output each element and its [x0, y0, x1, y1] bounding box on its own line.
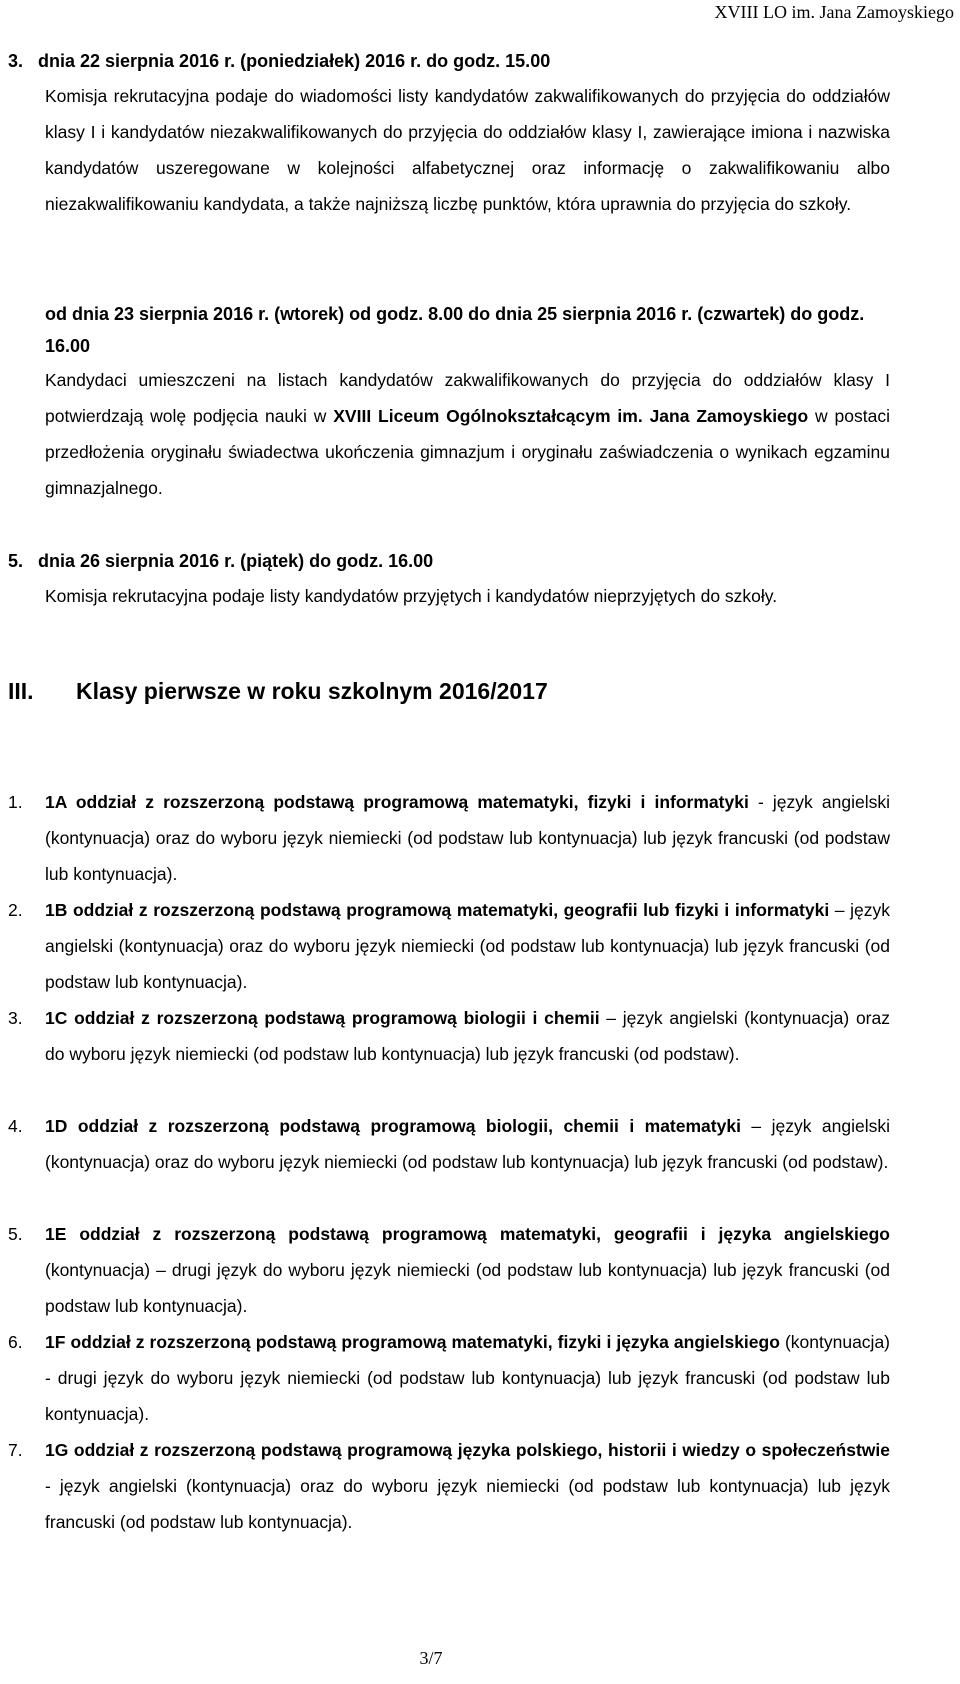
section-heading: od dnia 23 sierpnia 2016 r. (wtorek) od godz. 8.00 do dnia 25 sierpnia 2016 r. (czwartek) do godz. 16.00 [45, 304, 865, 356]
class-number: 6. [8, 1332, 23, 1352]
section-4 [8, 298, 890, 506]
chapter-number: III. [8, 678, 34, 704]
class-item [8, 1432, 890, 1540]
section-3 [8, 44, 890, 222]
class-item [8, 1324, 890, 1432]
class-languages: – język angielski (kontynuacja) oraz do wyboru język niemiecki (od podstaw lub kontynuacja) lub język francuski (od podstaw). [45, 1116, 890, 1172]
class-number: 1. [8, 792, 23, 812]
class-number: 2. [8, 900, 23, 920]
class-item [8, 1216, 890, 1324]
class-number: 4. [8, 1116, 23, 1136]
class-item [8, 1000, 890, 1072]
class-item [8, 1108, 890, 1180]
class-languages: - język angielski (kontynuacja) oraz do wyboru język niemiecki (od podstaw lub kontynuacja) lub język francuski (od podstaw lub kontynuacja). [45, 792, 890, 884]
section-title [8, 544, 890, 578]
class-title: 1B oddział z rozszerzoną podstawą programową matematyki, geografii lub fizyki i informatyki [45, 900, 830, 920]
section-heading: dnia 22 sierpnia 2016 r. (poniedziałek) 2016 r. do godz. 15.00 [38, 51, 551, 71]
class-number: 7. [8, 1440, 23, 1460]
class-languages: – język angielski (kontynuacja) oraz do wyboru język niemiecki (od podstaw lub kontynuacja) lub język francuski (od podstaw lub kontynuacja). [45, 900, 891, 992]
section-text: Komisja rekrutacyjna podaje listy kandydatów przyjętych i kandydatów nieprzyjętych do szkoły. [45, 586, 778, 606]
class-title: 1F oddział z rozszerzoną podstawą programową matematyki, fizyki i języka angielskiego [45, 1332, 780, 1352]
page-number: 3/7 [419, 1648, 443, 1668]
section-heading: dnia 26 sierpnia 2016 r. (piątek) do godz. 16.00 [38, 551, 434, 571]
running-header: XVIII LO im. Jana Zamoyskiego [714, 2, 954, 22]
class-title: 1E oddział z rozszerzoną podstawą programową matematyki, geografii i języka angielskiego [45, 1224, 890, 1244]
class-title: 1C oddział z rozszerzoną podstawą programową biologii i chemii [45, 1008, 600, 1028]
section-number [8, 298, 45, 330]
chapter-heading [8, 678, 548, 705]
section-number: 3. [8, 51, 24, 71]
class-title: 1D oddział z rozszerzoną podstawą programową biologii, chemii i matematyki [45, 1116, 741, 1136]
class-languages: (kontynuacja) – drugi język do wyboru język niemiecki (od podstaw lub kontynuacja) lub język francuski (od podstaw lub kontynuacja). [45, 1260, 890, 1316]
class-title: 1G oddział z rozszerzoną podstawą programową języka polskiego, historii i wiedzy o społeczeństwie [45, 1440, 890, 1460]
class-title: 1A oddział z rozszerzoną podstawą programową matematyki, fizyki i informatyki [45, 792, 749, 812]
class-languages: – język angielski (kontynuacja) oraz do wyboru język niemiecki (od podstaw lub kontynuacja) lub język francuski (od podstaw). [45, 1008, 890, 1064]
section-title [8, 44, 890, 78]
class-item [8, 892, 890, 1000]
section-text-part: Kandydaci umieszczeni na listach kandydatów zakwalifikowanych do przyjęcia do oddziałów klasy I potwierdzają wolę podjęcia nauki w [45, 370, 890, 426]
class-item [8, 784, 890, 892]
class-number: 3. [8, 1008, 23, 1028]
section-text-part: w postaci przedłożenia oryginału świadectwa ukończenia gimnazjum i oryginału zaświadczenia o wynikach egzaminu gimnazjalnego. [45, 406, 890, 498]
class-languages: (kontynuacja) - drugi język do wyboru język niemiecki (od podstaw lub kontynuacja) lub język francuski (od podstaw lub kontynuacja). [45, 1332, 890, 1424]
chapter-title: Klasy pierwsze w roku szkolnym 2016/2017 [76, 678, 548, 704]
section-title [8, 298, 890, 362]
section-number: 5. [8, 551, 24, 571]
school-name: XVIII Liceum Ogólnokształcącym im. Jana Zamoyskiego [333, 406, 809, 426]
class-number: 5. [8, 1224, 23, 1244]
class-languages: - język angielski (kontynuacja) oraz do wyboru język niemiecki (od podstaw lub kontynuacja) lub język francuski (od podstaw lub kontynuacja). [45, 1476, 890, 1532]
section-5 [8, 544, 890, 614]
section-text: Komisja rekrutacyjna podaje do wiadomości listy kandydatów zakwalifikowanych do przyjęcia do oddziałów klasy I i kandydatów niezakwalifikowanych do przyjęcia do oddziałów klasy I, zawierające imiona i nazwiska kandydatów uszeregowane w kolejności alfabetycznej oraz informację o zakwalifikowaniu albo niezakwalifikowaniu kandydata, a także najniższą liczbę punktów, która uprawnia do przyjęcia do szkoły. [45, 86, 890, 214]
section-text [8, 362, 890, 506]
